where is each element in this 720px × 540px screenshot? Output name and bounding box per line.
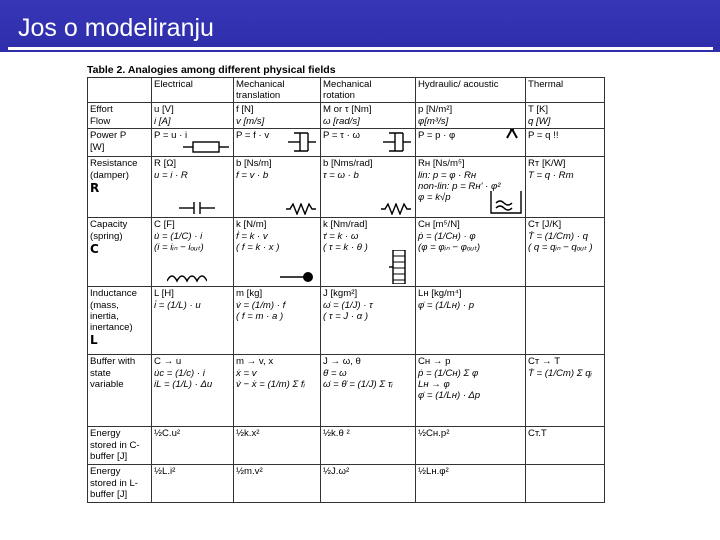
cell-line: P = τ · ω <box>323 130 360 142</box>
cell-line: b [Nms/rad] <box>323 158 373 170</box>
cell-hydraulic <box>416 157 526 218</box>
cell-thermal <box>526 129 605 157</box>
table-header-row <box>88 78 605 103</box>
cell-line: P = p · φ <box>418 130 456 142</box>
cell-line: ω̇ = (1/J) · τ <box>323 299 373 311</box>
valve-icon <box>505 129 519 141</box>
cell-line: ½k.x² <box>236 428 260 440</box>
cell-line: i [A] <box>154 115 171 127</box>
cell-line: ḟ = k · v <box>236 230 268 242</box>
cell-line: (i = iᵢₙ − iₒᵤₜ) <box>154 241 204 253</box>
cell-line: ω [rad/s] <box>323 115 360 127</box>
cell-line: ( τ = J · α ) <box>323 310 369 322</box>
cell-line: J → ω, θ <box>323 356 361 368</box>
cell-line: ( τ = k · θ ) <box>323 241 368 253</box>
cell-line: Cт [J/K] <box>528 219 562 231</box>
header-hydraulic <box>416 78 526 103</box>
capacitor-icon <box>179 201 215 215</box>
mass-icon <box>280 270 316 284</box>
element-symbol: R <box>90 180 100 195</box>
cell-line: Capacity <box>90 219 128 231</box>
row-label <box>88 427 152 465</box>
cell-mech-translation <box>234 218 321 287</box>
cell-electrical <box>152 355 234 427</box>
cell-line: q [W] <box>528 115 551 127</box>
table-row <box>88 355 605 427</box>
cell-line: C → u <box>154 356 182 368</box>
cell-thermal <box>526 103 605 129</box>
row-label <box>88 157 152 218</box>
cell-hydraulic <box>416 465 526 503</box>
row-label <box>88 355 152 427</box>
cell-line: Ṫ = (1/Cт) · q <box>528 230 588 242</box>
cell-mech-rotation <box>321 465 416 503</box>
cell-line: v [m/s] <box>236 115 265 127</box>
cell-line: Mechanical <box>323 79 372 90</box>
cell-thermal <box>526 218 605 287</box>
cell-line: [W] <box>90 141 105 153</box>
cell-thermal <box>526 355 605 427</box>
damper-icon <box>383 130 411 154</box>
cell-line: b [Ns/m] <box>236 158 272 170</box>
cell-mech-translation <box>234 287 321 355</box>
cell-thermal <box>526 287 605 355</box>
cell-hydraulic <box>416 129 526 157</box>
cell-line: ½m.v² <box>236 466 263 478</box>
cell-electrical <box>152 465 234 503</box>
cell-line: Electrical <box>154 79 193 90</box>
cell-line: M or τ [Nm] <box>323 104 372 116</box>
cell-line: φ̇ = (1/Lн) · Δp <box>418 390 481 402</box>
analogy-table-container <box>87 63 604 503</box>
tank-icon <box>489 189 523 215</box>
cell-line: variable <box>90 378 124 390</box>
cell-line: (φ = φᵢₙ − φₒᵤₜ) <box>418 241 481 253</box>
inductor-icon <box>167 272 207 284</box>
cell-mech-translation <box>234 355 321 427</box>
cell-line: Energy <box>90 428 121 440</box>
cell-line: Hydraulic/ acoustic <box>418 79 499 90</box>
cell-line: ½Lн.φ² <box>418 466 449 478</box>
cell-line: inertia, <box>90 310 119 322</box>
cell-mech-translation <box>234 129 321 157</box>
slide-title: Jos o modeliranju <box>18 14 214 42</box>
cell-line: R [Ω] <box>154 158 177 170</box>
element-symbol: C <box>90 241 99 256</box>
cell-line: Cн [m⁵/N] <box>418 219 460 231</box>
cell-line: i̇ = (1/L) · u <box>154 299 201 311</box>
cell-line: buffer [J] <box>90 450 128 462</box>
cell-line: p [N/m²] <box>418 104 453 116</box>
cell-line: ½Cн.p² <box>418 428 450 440</box>
cell-line: ½C.u² <box>154 428 181 440</box>
resistor-icon <box>183 140 229 154</box>
table-row <box>88 218 605 287</box>
row-label <box>88 218 152 287</box>
header-thermal <box>526 78 605 103</box>
cell-line: rotation <box>323 90 355 102</box>
cell-mech-rotation <box>321 129 416 157</box>
cell-line: v̇ − ẋ = (1/m) Σ fᵢ <box>236 378 305 390</box>
cell-line: ẋ = v <box>236 367 257 379</box>
cell-line: Lн [kg/m⁴] <box>418 288 462 300</box>
cell-hydraulic <box>416 287 526 355</box>
element-symbol: L <box>90 333 98 348</box>
cell-line: ½L.i² <box>154 466 176 478</box>
cell-line: stored in L- <box>90 477 138 489</box>
cell-thermal <box>526 465 605 503</box>
cell-line: τ = ω · b <box>323 169 359 181</box>
spring-icon <box>286 203 316 215</box>
cell-electrical <box>152 427 234 465</box>
cell-mech-translation <box>234 103 321 129</box>
table-row <box>88 427 605 465</box>
title-underline <box>8 47 713 50</box>
cell-line: Inductance <box>90 288 137 300</box>
cell-electrical <box>152 129 234 157</box>
spring-icon <box>381 203 411 215</box>
cell-line: ṗ = (1/Cн) · φ <box>418 230 476 242</box>
cell-mech-translation <box>234 427 321 465</box>
cell-line: state <box>90 367 111 379</box>
cell-mech-rotation <box>321 218 416 287</box>
cell-line: ( f = k · x ) <box>236 241 280 253</box>
row-label <box>88 287 152 355</box>
row-label <box>88 103 152 129</box>
cell-line: ( q = qᵢₙ − qₒᵤₜ ) <box>528 241 593 253</box>
slide-title-bar <box>0 0 720 52</box>
row-label <box>88 465 152 503</box>
flywheel-icon <box>389 250 409 284</box>
cell-line: J [kgm²] <box>323 288 358 300</box>
cell-line: (spring) <box>90 230 123 242</box>
header-label <box>88 78 152 103</box>
cell-line: Thermal <box>528 79 564 90</box>
cell-line: θ̇ = ω <box>323 367 347 379</box>
table-row <box>88 287 605 355</box>
cell-line: f = v · b <box>236 169 269 181</box>
cell-line: k [N/m] <box>236 219 267 231</box>
cell-hydraulic <box>416 103 526 129</box>
cell-line: buffer [J] <box>90 488 128 500</box>
cell-line: Rн [Ns/m⁵] <box>418 158 465 170</box>
cell-line: L [H] <box>154 288 174 300</box>
cell-line: k [Nm/rad] <box>323 219 368 231</box>
cell-line: Cн → p <box>418 356 451 368</box>
cell-electrical <box>152 218 234 287</box>
cell-line: iL = (1/L) · Δu <box>154 378 213 390</box>
cell-line: (damper) <box>90 169 129 181</box>
cell-line: u = i · R <box>154 169 188 181</box>
table-row <box>88 157 605 218</box>
table-row <box>88 103 605 129</box>
cell-line: Cт → T <box>528 356 561 368</box>
cell-line: lin: p = φ · Rн <box>418 169 477 181</box>
cell-hydraulic <box>416 218 526 287</box>
cell-line: Buffer with <box>90 356 136 368</box>
analogy-table <box>87 77 605 503</box>
cell-line: f [N] <box>236 104 254 116</box>
cell-line: P = f · v <box>236 130 270 142</box>
cell-line: P = q !! <box>528 130 559 142</box>
header-mech-translation <box>234 78 321 103</box>
cell-mech-rotation <box>321 103 416 129</box>
cell-line: u̇ = (1/C) · i <box>154 230 203 242</box>
cell-line: non-lin: p = Rн' · φ² <box>418 180 501 192</box>
cell-line: ½J.ω² <box>323 466 350 478</box>
cell-mech-translation <box>234 157 321 218</box>
cell-line: m [kg] <box>236 288 263 300</box>
cell-line: φ̇ = (1/Lн) · p <box>418 299 475 311</box>
cell-line: Rт [K/W] <box>528 158 566 170</box>
damper-icon <box>288 130 316 154</box>
table-row <box>88 129 605 157</box>
cell-line: inertance) <box>90 322 133 334</box>
cell-electrical <box>152 157 234 218</box>
cell-line: Ṫ = (1/Cт) Σ qᵢ <box>528 367 592 379</box>
cell-line: stored in C- <box>90 439 140 451</box>
cell-mech-rotation <box>321 427 416 465</box>
cell-line: (mass, <box>90 299 119 311</box>
table-caption: Table 2. Analogies among different physical fields <box>87 64 336 76</box>
cell-line: Effort <box>90 104 113 116</box>
cell-thermal <box>526 427 605 465</box>
cell-electrical <box>152 287 234 355</box>
cell-mech-translation <box>234 465 321 503</box>
cell-line: Lн → φ <box>418 378 450 390</box>
cell-line: v̇ = (1/m) · f <box>236 299 286 311</box>
cell-line: P = u · i <box>154 130 188 142</box>
header-electrical <box>152 78 234 103</box>
cell-line: m → v, x <box>236 356 274 368</box>
cell-line: φ = k√p <box>418 192 451 204</box>
cell-thermal <box>526 157 605 218</box>
cell-line: T = q · Rт <box>528 169 574 181</box>
header-mech-rotation <box>321 78 416 103</box>
cell-line: Cт.T <box>528 428 547 440</box>
cell-line: ( f = m · a ) <box>236 310 284 322</box>
cell-line: ṗ = (1/Cн) Σ φ <box>418 367 479 379</box>
cell-line: Flow <box>90 115 111 127</box>
cell-line: Resistance <box>90 158 138 170</box>
cell-mech-rotation <box>321 287 416 355</box>
cell-mech-rotation <box>321 355 416 427</box>
cell-line: C [F] <box>154 219 175 231</box>
cell-line: Mechanical <box>236 79 285 90</box>
cell-electrical <box>152 103 234 129</box>
cell-line: Power P <box>90 130 127 142</box>
cell-line: φ[m³/s] <box>418 115 449 127</box>
cell-line: τ̇ = k · ω <box>323 230 359 242</box>
row-label <box>88 129 152 157</box>
cell-line: translation <box>236 90 281 102</box>
cell-line: u̇c = (1/c) · i <box>154 367 205 379</box>
cell-line: ½k.θ ² <box>323 428 350 440</box>
cell-mech-rotation <box>321 157 416 218</box>
table-row <box>88 465 605 503</box>
cell-line: u [V] <box>154 104 174 116</box>
cell-hydraulic <box>416 355 526 427</box>
cell-line: Energy <box>90 466 121 478</box>
cell-line: T [K] <box>528 104 549 116</box>
cell-hydraulic <box>416 427 526 465</box>
cell-line: ω̇ = θ̈ = (1/J) Σ τᵢ <box>323 378 393 390</box>
